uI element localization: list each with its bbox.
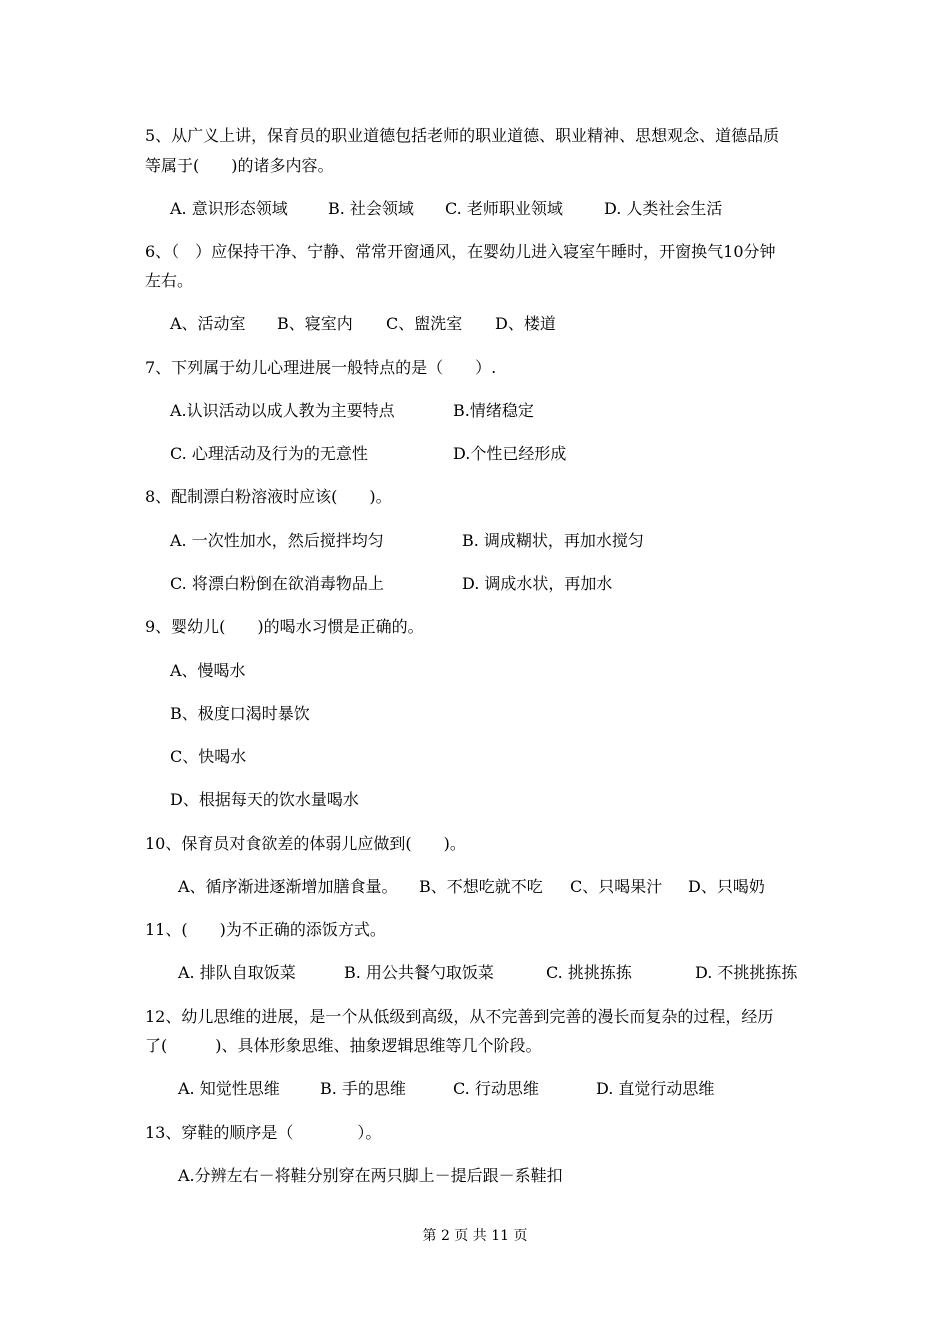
option-c: C. 挑挑拣拣 bbox=[546, 963, 632, 982]
option-c: C、盥洗室 bbox=[386, 314, 463, 333]
question-9-line-1: 9、婴幼儿( )的喝水习惯是正确的。 bbox=[145, 617, 424, 636]
option-b: B. 调成糊状，再加水搅匀 bbox=[462, 531, 644, 550]
option-a: A、活动室 bbox=[170, 314, 246, 333]
option-a: A. 一次性加水，然后搅拌均匀 bbox=[170, 531, 384, 550]
question-11-line-1: 11、( )为不正确的添饭方式。 bbox=[145, 920, 386, 939]
option-b: B、寝室内 bbox=[277, 314, 353, 333]
question-12-line-2: 了( )、具体形象思维、抽象逻辑思维等几个阶段。 bbox=[145, 1036, 542, 1055]
option-b: B. 手的思维 bbox=[320, 1079, 406, 1098]
option-c: C. 将漂白粉倒在欲消毒物品上 bbox=[170, 574, 384, 593]
option-d: D. 人类社会生活 bbox=[604, 199, 723, 218]
question-12-line-1: 12、幼儿思维的进展，是一个从低级到高级，从不完善到完善的漫长而复杂的过程，经历 bbox=[145, 1007, 774, 1026]
option-a: A. 意识形态领域 bbox=[170, 199, 288, 218]
option-a: A. 知觉性思维 bbox=[178, 1079, 280, 1098]
option-d: D、楼道 bbox=[495, 314, 556, 333]
option-c: C. 心理活动及行为的无意性 bbox=[170, 444, 368, 463]
option-c: C. 老师职业领域 bbox=[445, 199, 563, 218]
question-6-line-1: 6、（ ）应保持干净、宁静、常常开窗通风，在婴幼儿进入寝室午睡时，开窗换气10分钟 bbox=[145, 242, 776, 261]
question-10-line-1: 10、保育员对食欲差的体弱儿应做到( )。 bbox=[145, 834, 466, 853]
option-b: B、不想吃就不吃 bbox=[419, 877, 543, 896]
option-b: B. 用公共餐勺取饭菜 bbox=[344, 963, 494, 982]
question-8-line-1: 8、配制漂白粉溶液时应该( )。 bbox=[145, 487, 392, 506]
option-c: C、只喝果汁 bbox=[570, 877, 663, 896]
option-d: D、只喝奶 bbox=[688, 877, 765, 896]
option-b: B. 社会领域 bbox=[328, 199, 414, 218]
question-13-line-1: 13、穿鞋的顺序是（ ）。 bbox=[145, 1123, 382, 1142]
question-5-line-2: 等属于( )的诸多内容。 bbox=[145, 156, 334, 175]
option-c: C. 行动思维 bbox=[453, 1079, 539, 1098]
option-b: B.情绪稳定 bbox=[453, 401, 534, 420]
page-footer: 第 2 页 共 11 页 bbox=[422, 1228, 528, 1244]
question-5-line-1: 5、从广义上讲，保育员的职业道德包括老师的职业道德、职业精神、思想观念、道德品质 bbox=[145, 126, 780, 145]
question-9-option-d: D、根据每天的饮水量喝水 bbox=[170, 790, 359, 809]
option-d: D.个性已经形成 bbox=[453, 444, 567, 463]
option-a: A. 排队自取饭菜 bbox=[178, 963, 296, 982]
question-9-option-b: B、极度口渴时暴饮 bbox=[170, 704, 310, 723]
question-9-option-a: A、慢喝水 bbox=[170, 661, 246, 680]
option-d: D. 直觉行动思维 bbox=[596, 1079, 715, 1098]
question-13-option-a: A.分辨左右－将鞋分别穿在两只脚上－提后跟－系鞋扣 bbox=[178, 1166, 563, 1185]
question-7-line-1: 7、下列属于幼儿心理进展一般特点的是（ ）. bbox=[145, 358, 497, 377]
option-d: D. 调成水状，再加水 bbox=[462, 574, 613, 593]
question-6-line-2: 左右。 bbox=[145, 271, 194, 290]
option-a: A、循序渐进逐渐增加膳食量。 bbox=[178, 877, 398, 896]
question-9-option-c: C、快喝水 bbox=[170, 747, 247, 766]
option-d: D. 不挑挑拣拣 bbox=[695, 963, 798, 982]
option-a: A.认识活动以成人教为主要特点 bbox=[170, 401, 395, 420]
